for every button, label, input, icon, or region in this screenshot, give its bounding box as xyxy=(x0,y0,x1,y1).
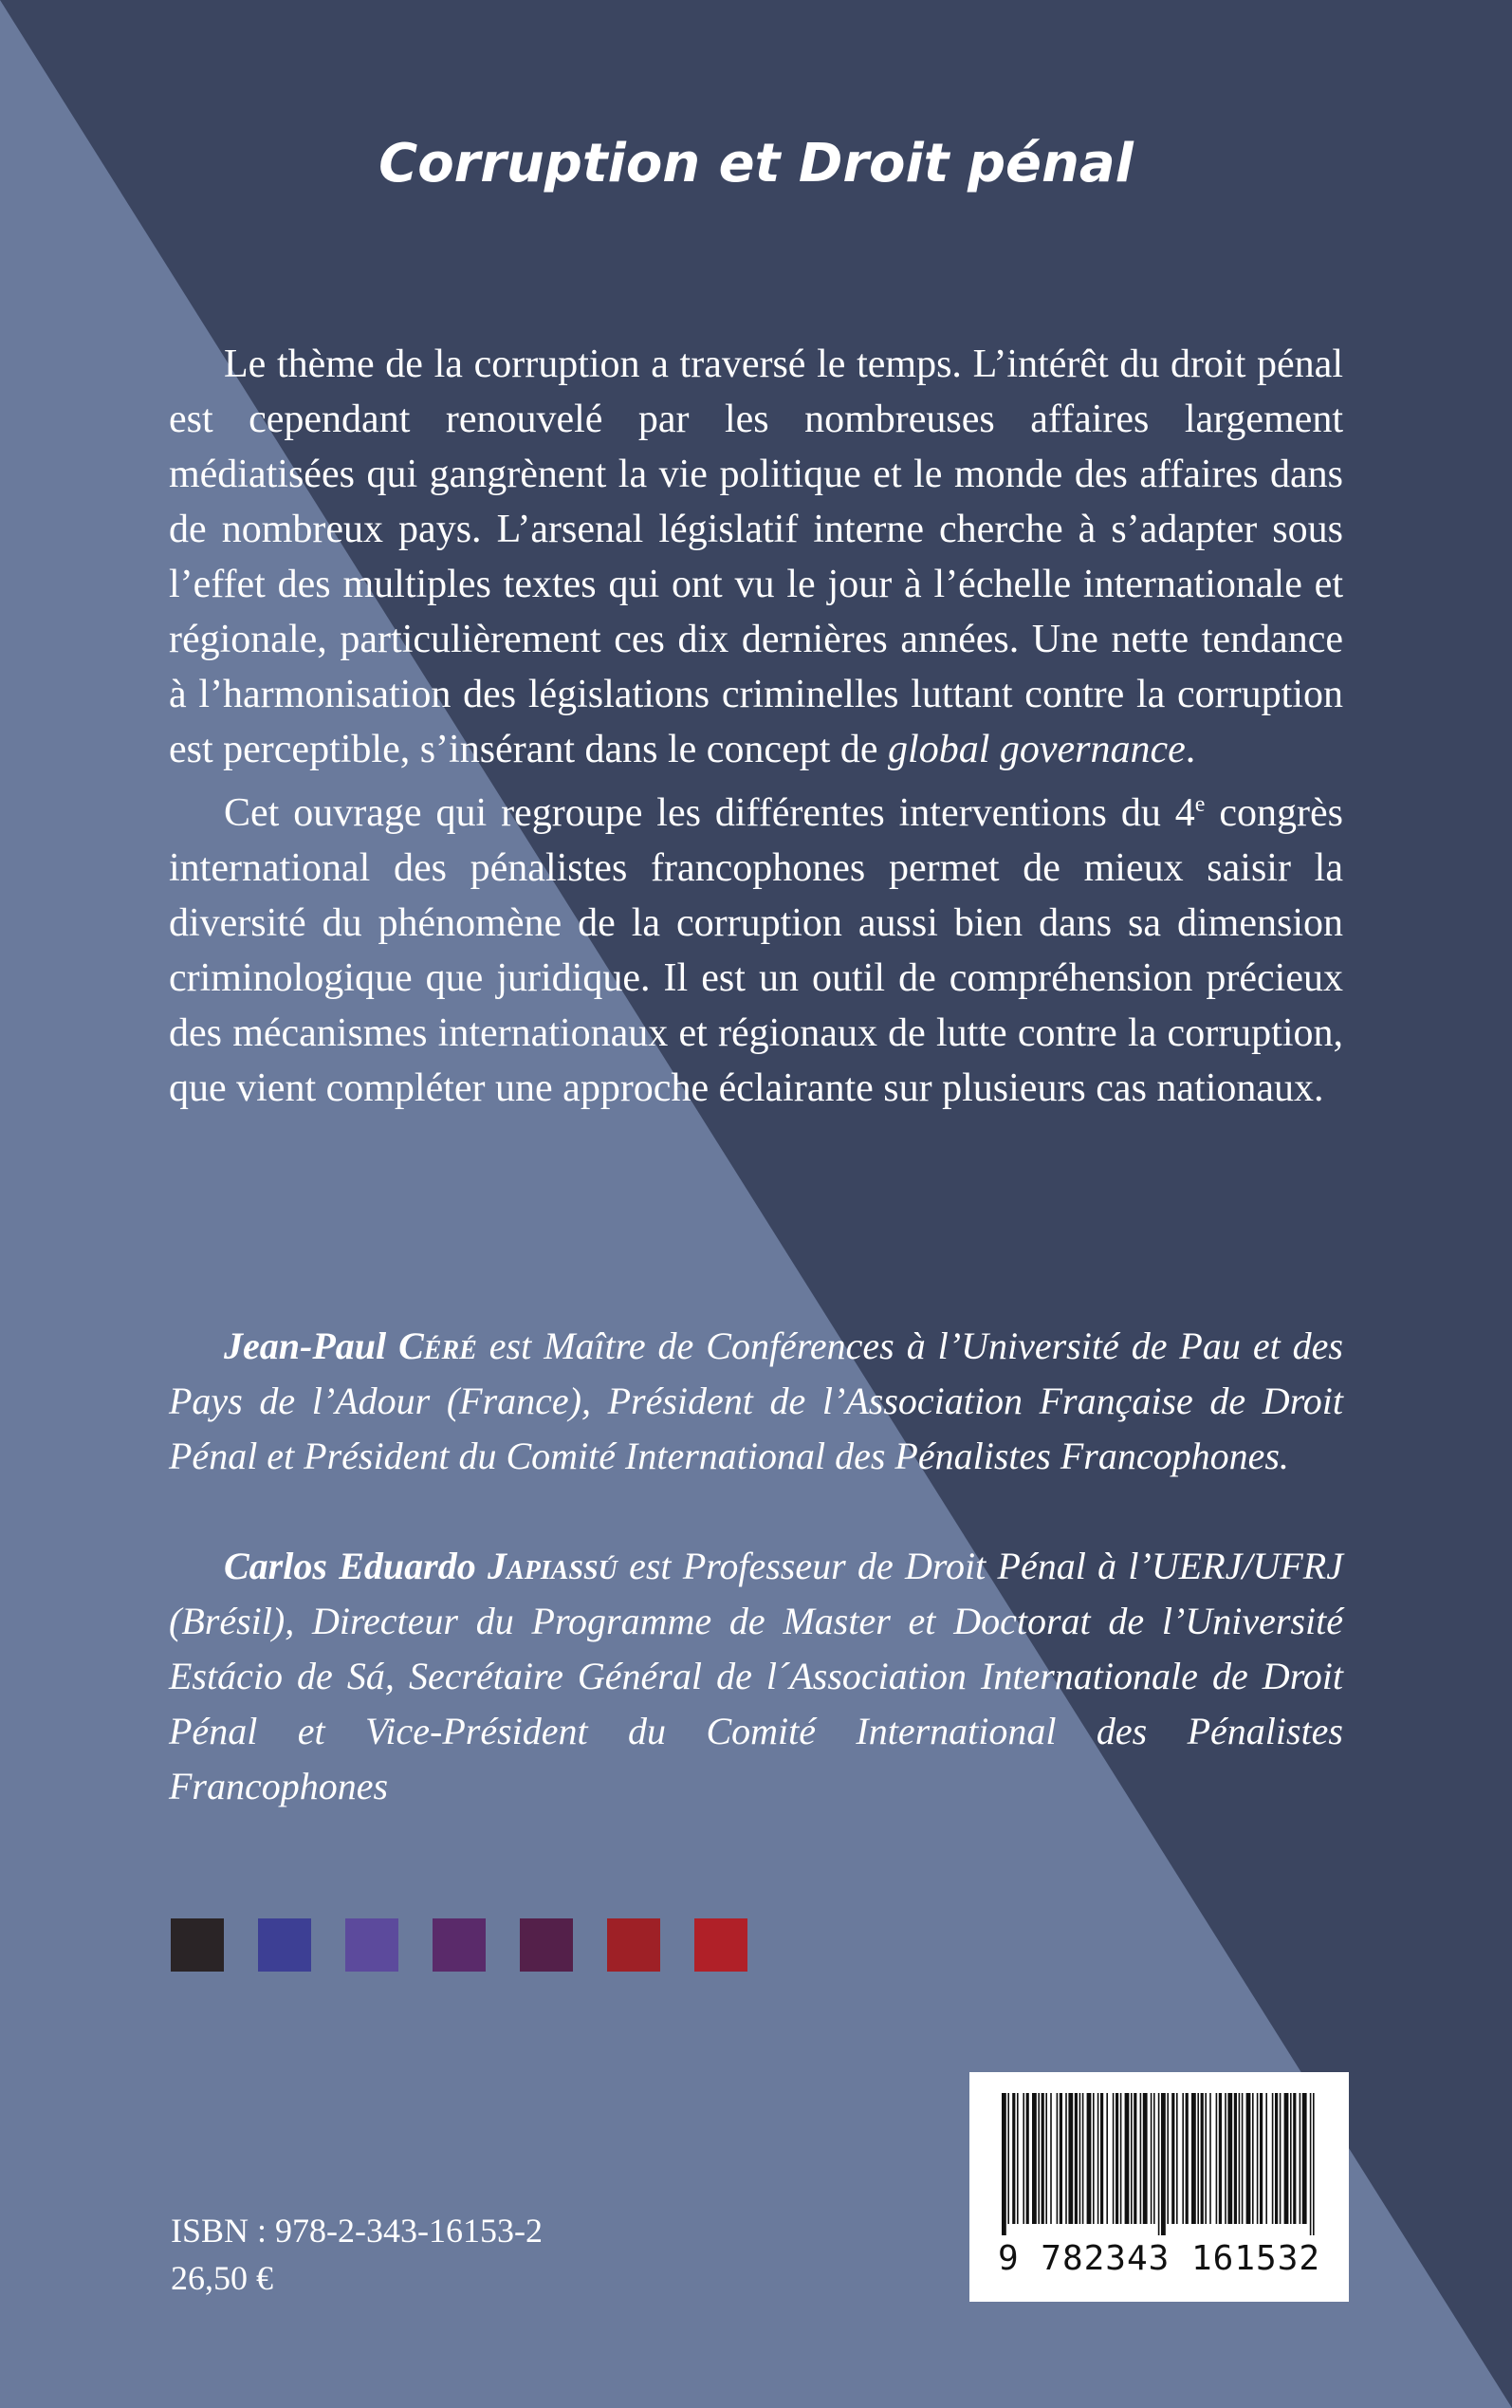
color-swatch-6 xyxy=(607,1918,660,1972)
barcode-bar xyxy=(1158,2093,1160,2235)
barcode-bar xyxy=(1191,2093,1196,2224)
barcode-bar xyxy=(1100,2093,1103,2224)
barcode-bar xyxy=(1246,2093,1251,2224)
barcode-bar xyxy=(1310,2093,1312,2235)
barcode-bar xyxy=(1171,2093,1174,2224)
barcode-bar xyxy=(1153,2093,1155,2224)
color-swatch-4 xyxy=(433,1918,486,1972)
barcode-bar xyxy=(1065,2093,1067,2224)
barcode-bar xyxy=(1093,2093,1095,2224)
barcode-bar xyxy=(1017,2093,1019,2224)
barcode-bar xyxy=(1205,2093,1207,2224)
barcode-bar xyxy=(1068,2093,1073,2224)
color-swatch-5 xyxy=(520,1918,573,1972)
barcode-bar xyxy=(1038,2093,1040,2224)
barcode-bar xyxy=(1313,2093,1315,2235)
barcode-bar xyxy=(1143,2093,1148,2224)
barcode-bar xyxy=(1087,2093,1092,2224)
barcode-bar xyxy=(1057,2093,1059,2224)
barcode-bar xyxy=(1302,2093,1307,2224)
barcode-bar xyxy=(1060,2093,1062,2224)
barcode-bar xyxy=(1219,2093,1222,2224)
barcode-bar xyxy=(1201,2093,1204,2224)
color-swatch-2 xyxy=(258,1918,311,1972)
barcode-bars xyxy=(998,2093,1320,2235)
barcode-bar xyxy=(1042,2093,1044,2224)
barcode-bar xyxy=(1275,2093,1278,2224)
barcode-bar xyxy=(1284,2093,1289,2224)
barcode-bar xyxy=(1234,2093,1237,2224)
barcode-bar xyxy=(1272,2093,1274,2224)
summary-paragraph-2: Cet ouvrage qui regroupe les différentes interventions du 4e congrès international des pénalistes francophones permet de mieux saisir la diversité du phénomène de la corruption aussi bien dans sa dimension criminologique que juridique. Il est un outil de compréhension précieux des mécanismes internationaux et régionaux de lutte contre la corruption, que vient compléter une approche éclairante sur plusieurs cas nationaux. xyxy=(169,791,1343,1110)
barcode-bar xyxy=(1186,2093,1189,2224)
barcode-bar xyxy=(1097,2093,1099,2224)
barcode-bar xyxy=(1167,2093,1169,2224)
barcode-bar xyxy=(1161,2093,1166,2235)
barcode-bar xyxy=(1023,2093,1024,2224)
barcode-bar xyxy=(1257,2093,1259,2224)
isbn-price-block xyxy=(171,2207,543,2302)
author-bio-1: Jean-Paul Céré est Maître de Conférences à l’Université de Pau et des Pays de l’Adour (France), Président de l’Association Française de Droit Pénal et Président du Comité International des Pénalistes Francophones. xyxy=(169,1324,1343,1477)
barcode-bar xyxy=(1239,2093,1241,2224)
barcode-bar xyxy=(1075,2093,1078,2224)
barcode-bar xyxy=(1209,2093,1211,2224)
barcode-bar xyxy=(1182,2093,1184,2224)
summary-text xyxy=(169,337,1343,1116)
barcode-bar xyxy=(1079,2093,1081,2224)
barcode-bar xyxy=(1012,2093,1015,2224)
barcode-bar xyxy=(1082,2093,1084,2224)
barcode-bar xyxy=(1002,2093,1006,2235)
barcode-bar xyxy=(1151,2093,1152,2224)
barcode-bar xyxy=(1227,2093,1232,2224)
barcode-bar xyxy=(1140,2093,1142,2224)
author-bios xyxy=(169,1319,1343,1869)
author-bio-2: Carlos Eduardo Japiassú est Professeur de Droit Pénal à l’UERJ/UFRJ (Brésil), Directeur du Programme de Master et Doctorat de l’Université Estácio de Sá, Secrétaire Général de l´Association Internationale de Droit Pénal et Vice-Président du Comité International des Pénalistes Francophones xyxy=(169,1545,1343,1807)
barcode-bar xyxy=(1252,2093,1254,2224)
color-swatch-1 xyxy=(171,1918,224,1972)
barcode-bar xyxy=(1045,2093,1047,2224)
global-governance-term: global governance xyxy=(888,728,1186,771)
barcode-bar xyxy=(1300,2093,1301,2224)
color-swatch-3 xyxy=(345,1918,398,1972)
summary-paragraph-1: Le thème de la corruption a traversé le temps. L’intérêt du droit pénal est cependant renouvelé par les nombreuses affaires largement médiatisées qui gangrènent la vie politique et le monde des affaires dans de nombreux pays. L’arsenal législatif interne cherche à s’adapter sous l’effet des multiples textes qui ont vu le jour à l’échelle internationale et régionale, particulièrement ces dix dernières années. Une nette tendance à l’harmonisation des législations criminelles luttant contre la corruption est perceptible, s’insérant dans le concept de global governance. xyxy=(169,343,1343,771)
color-swatch-7 xyxy=(694,1918,747,1972)
barcode-bar xyxy=(1125,2093,1130,2224)
barcode-bar xyxy=(1050,2093,1052,2224)
barcode-bar xyxy=(1131,2093,1133,2224)
barcode-bar xyxy=(1113,2093,1115,2224)
barcode-bar xyxy=(1026,2093,1029,2224)
book-title: Corruption et Droit pénal xyxy=(378,133,1134,194)
color-swatches xyxy=(171,1918,747,1972)
barcode-bar xyxy=(1106,2093,1108,2224)
barcode xyxy=(969,2072,1349,2302)
barcode-bar xyxy=(1134,2093,1136,2224)
isbn-text: ISBN : 978-2-343-16153-2 xyxy=(171,2212,543,2250)
barcode-bar xyxy=(1265,2093,1267,2224)
barcode-bar xyxy=(1032,2093,1037,2224)
barcode-bar xyxy=(1242,2093,1244,2224)
barcode-bar xyxy=(1216,2093,1218,2224)
barcode-bar xyxy=(1116,2093,1118,2224)
barcode-bar xyxy=(1260,2093,1263,2224)
barcode-bar xyxy=(1290,2093,1292,2224)
barcode-number: 9 782343 161532 xyxy=(997,2239,1321,2278)
barcode-bar xyxy=(1293,2093,1296,2224)
barcode-bar xyxy=(1225,2093,1226,2224)
barcode-bar xyxy=(1007,2093,1009,2224)
barcode-bar xyxy=(1120,2093,1122,2224)
price-text: 26,50 € xyxy=(171,2259,273,2297)
barcode-bar xyxy=(1197,2093,1199,2224)
barcode-bar xyxy=(1280,2093,1282,2224)
barcode-bar xyxy=(1176,2093,1178,2224)
